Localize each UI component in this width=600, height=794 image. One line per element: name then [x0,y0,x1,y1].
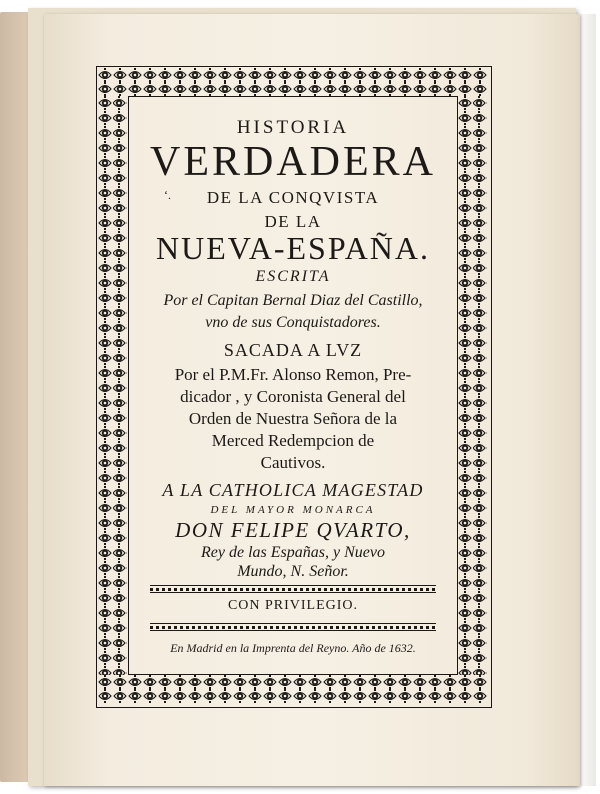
editor-line-1: Por el P.M.Fr. Alonso Remon, Pre- [174,365,412,384]
ornament-border-bottom [98,675,488,703]
dedication-line-3: DON FELIPE QVARTO, [175,518,411,542]
title-historia: HISTORIA [236,117,350,138]
title-de-la: DE LA [264,212,322,231]
ornamental-rule-bottom [150,623,436,631]
privilege-line: CON PRIVILEGIO. [227,598,359,613]
ink-mark: ʻ. [164,188,171,202]
dedication-line-5: Mundo, N. Señor. [237,563,349,580]
editor-line-3: Orden de Nuestra Señora de la [188,409,398,428]
imprint-line: En Madrid en la Imprenta del Reyno. Año de 1632. [170,641,416,655]
dedication-line-2: DEL MAYOR MONARCA [210,504,376,516]
ornamental-rule-top [150,585,436,593]
title-nueva-espana: NUEVA-ESPAÑA. [155,230,431,266]
title-de-la-conquista: DE LA CONQVISTA [206,188,380,207]
editor-line-5: Cautivos. [260,453,326,472]
title-verdadera: VERDADERA [150,139,436,185]
ornament-border-top [98,68,488,96]
dedication-line-1: A LA CATHOLICA MAGESTAD [162,480,424,500]
editor-line-2: dicador , y Coronista General del [180,387,406,406]
author-line-1: Por el Capitan Bernal Diaz del Castillo, [163,292,423,309]
author-line-2: vno de sus Conquistadores. [205,314,381,331]
title-escrita: ESCRITA [255,268,331,285]
dedication-line-4: Rey de las Españas, y Nuevo [201,544,385,561]
editor-line-4: Merced Redempcion de [211,431,375,450]
sacada-a-luz: SACADA A LVZ [223,340,363,360]
